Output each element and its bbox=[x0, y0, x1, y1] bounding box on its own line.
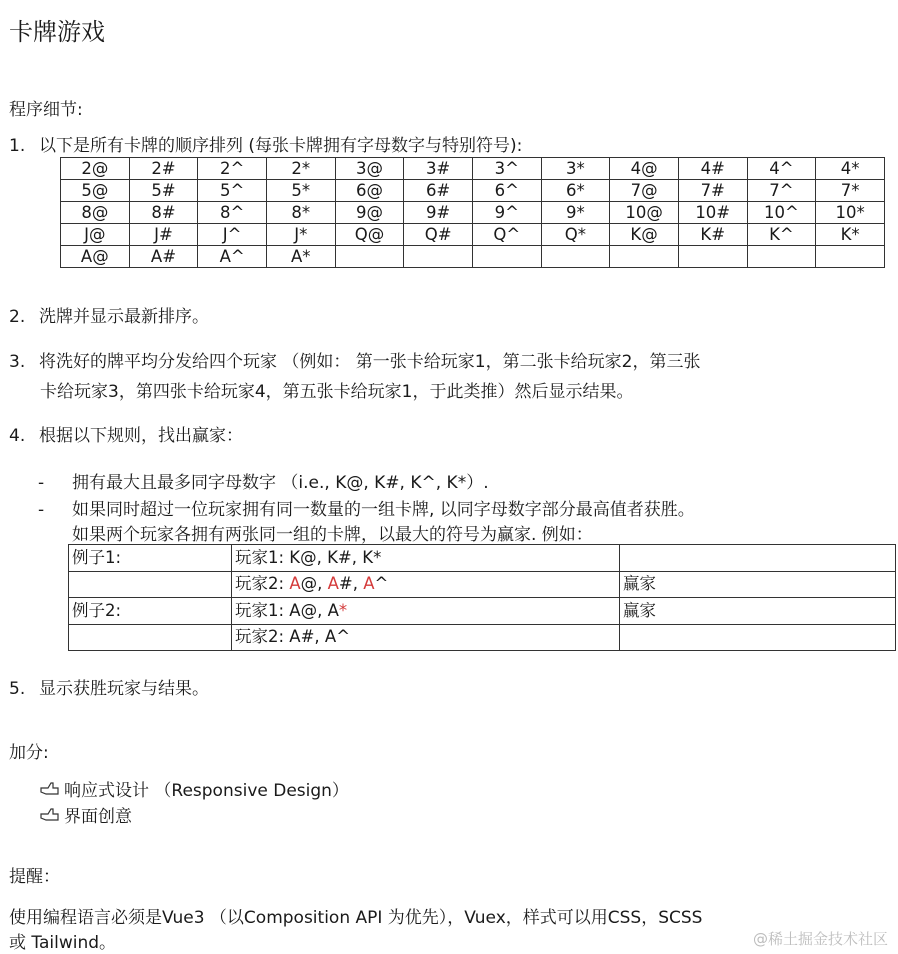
card-cell: 6@ bbox=[335, 180, 404, 202]
example-row bbox=[69, 598, 896, 625]
card-cell: J^ bbox=[198, 224, 267, 246]
example-1-label: 例子1: bbox=[69, 545, 232, 572]
example-2-label: 例子2: bbox=[69, 598, 232, 625]
card-cell: 2@ bbox=[61, 158, 130, 180]
rule-2 bbox=[38, 495, 695, 520]
card-cell: 8^ bbox=[198, 202, 267, 224]
card-cell: K@ bbox=[610, 224, 679, 246]
example-row bbox=[69, 545, 896, 572]
example-1-player-2 bbox=[232, 571, 620, 598]
bonus-item-1 bbox=[40, 776, 349, 801]
card-cell: 8* bbox=[266, 202, 335, 224]
card-cell: 10^ bbox=[747, 202, 816, 224]
step-3 bbox=[9, 350, 700, 374]
step-5 bbox=[9, 677, 209, 701]
card-cell bbox=[678, 246, 747, 268]
card-suffix: ^ bbox=[374, 574, 389, 594]
step-4-number: 4. bbox=[9, 426, 26, 446]
card-cell: 6* bbox=[541, 180, 610, 202]
card-cell: 3* bbox=[541, 158, 610, 180]
card-cell bbox=[335, 246, 404, 268]
step-1-number: 1. bbox=[9, 136, 26, 156]
card-cell: 9# bbox=[404, 202, 473, 224]
card-cell bbox=[816, 246, 885, 268]
example-2-player-1 bbox=[232, 598, 620, 625]
step-5-number: 5. bbox=[9, 679, 26, 699]
card-cell: 6^ bbox=[472, 180, 541, 202]
highlighted-card-letter: A bbox=[363, 574, 375, 594]
rule-2-text: 如果同时超过一位玩家拥有同一数量的一组卡牌, 以同字母数字部分最高值者获胜。 bbox=[72, 500, 695, 520]
example-2-empty-cell bbox=[69, 624, 232, 651]
card-cell: 6# bbox=[404, 180, 473, 202]
card-cell: K* bbox=[816, 224, 885, 246]
card-cell: 7* bbox=[816, 180, 885, 202]
card-cell: 2^ bbox=[198, 158, 267, 180]
card-cell: J@ bbox=[61, 224, 130, 246]
card-cell: 3^ bbox=[472, 158, 541, 180]
card-cell: 9@ bbox=[335, 202, 404, 224]
card-cell: 4@ bbox=[610, 158, 679, 180]
card-cell: 5* bbox=[266, 180, 335, 202]
card-cell bbox=[404, 246, 473, 268]
reminder-line-1: 使用编程语言必须是Vue3 （以Composition API 为优先），Vuex，样式可以用CSS，SCSS bbox=[9, 908, 703, 928]
card-cell: 10* bbox=[816, 202, 885, 224]
card-row bbox=[61, 202, 885, 224]
step-5-text: 显示获胜玩家与结果。 bbox=[39, 679, 209, 699]
card-cell: 4# bbox=[678, 158, 747, 180]
card-cell: 4^ bbox=[747, 158, 816, 180]
bonus-item-1-text: 响应式设计 （Responsive Design） bbox=[64, 781, 349, 801]
card-cell: K^ bbox=[747, 224, 816, 246]
rule-1-text: 拥有最大且最多同字母数字 （i.e., K@, K#, K^, K*）. bbox=[72, 473, 489, 493]
highlighted-symbol: * bbox=[338, 600, 348, 620]
example-2-winner: 赢家 bbox=[620, 598, 896, 625]
rule-3-text: 如果两个玩家各拥有两张同一组的卡牌，以最大的符号为赢家. 例如： bbox=[72, 525, 593, 545]
card-cell: J* bbox=[266, 224, 335, 246]
card-row bbox=[61, 158, 885, 180]
card-order-table bbox=[60, 157, 885, 268]
step-3-line-1: 将洗好的牌平均分发给四个玩家 （例如： 第一张卡给玩家1，第二张卡给玩家2，第三张 bbox=[39, 352, 701, 372]
card-cell: 7@ bbox=[610, 180, 679, 202]
card-cell: Q^ bbox=[472, 224, 541, 246]
player-1-prefix: 玩家1: A@, A bbox=[235, 600, 339, 620]
card-cell bbox=[747, 246, 816, 268]
card-cell: 5^ bbox=[198, 180, 267, 202]
example-row bbox=[69, 624, 896, 651]
example-1-empty-cell bbox=[69, 571, 232, 598]
card-cell: 7# bbox=[678, 180, 747, 202]
card-cell: 3@ bbox=[335, 158, 404, 180]
step-1-text: 以下是所有卡牌的顺序排列 (每张卡牌拥有字母数字与特别符号): bbox=[39, 136, 523, 156]
card-cell: K# bbox=[678, 224, 747, 246]
card-cell: A^ bbox=[198, 246, 267, 268]
highlighted-card-letter: A bbox=[327, 574, 339, 594]
reminder-line-2: 或 Tailwind。 bbox=[9, 933, 117, 953]
player-2-prefix: 玩家2: bbox=[235, 574, 290, 594]
card-cell: 2* bbox=[266, 158, 335, 180]
card-cell: J# bbox=[129, 224, 198, 246]
watermark: @稀土掘金技术社区 bbox=[752, 930, 888, 948]
step-1 bbox=[9, 134, 522, 158]
example-1-empty-cell bbox=[620, 545, 896, 572]
card-cell: 2# bbox=[129, 158, 198, 180]
card-cell: 10@ bbox=[610, 202, 679, 224]
program-details-heading: 程序细节: bbox=[9, 100, 83, 120]
card-suffix: @, bbox=[300, 574, 328, 594]
example-2-empty-cell bbox=[620, 624, 896, 651]
card-cell: 10# bbox=[678, 202, 747, 224]
pointing-hand-icon bbox=[40, 806, 64, 826]
example-2-player-2: 玩家2: A#, A^ bbox=[232, 624, 620, 651]
pointing-hand-icon bbox=[40, 780, 64, 800]
card-cell: 4* bbox=[816, 158, 885, 180]
step-2-number: 2. bbox=[9, 307, 26, 327]
card-cell: A# bbox=[129, 246, 198, 268]
card-cell: Q@ bbox=[335, 224, 404, 246]
example-1-winner: 赢家 bbox=[620, 571, 896, 598]
card-cell: A@ bbox=[61, 246, 130, 268]
card-cell: 5# bbox=[129, 180, 198, 202]
step-2-text: 洗牌并显示最新排序。 bbox=[39, 307, 209, 327]
card-cell: Q# bbox=[404, 224, 473, 246]
bonus-item-2-text: 界面创意 bbox=[64, 807, 132, 827]
examples-table bbox=[68, 544, 896, 651]
example-row bbox=[69, 571, 896, 598]
card-cell: A* bbox=[266, 246, 335, 268]
card-cell bbox=[472, 246, 541, 268]
card-cell: 9* bbox=[541, 202, 610, 224]
step-4-text: 根据以下规则，找出赢家： bbox=[39, 426, 243, 446]
rule-1-dash: - bbox=[38, 473, 45, 493]
step-3-line-2: 卡给玩家3，第四张卡给玩家4，第五张卡给玩家1，于此类推）然后显示结果。 bbox=[40, 382, 634, 402]
card-cell: 3# bbox=[404, 158, 473, 180]
card-row bbox=[61, 224, 885, 246]
bonus-item-2 bbox=[40, 802, 132, 827]
card-row bbox=[61, 246, 885, 268]
step-4 bbox=[9, 424, 243, 448]
card-suffix: #, bbox=[338, 574, 364, 594]
rule-2-dash: - bbox=[38, 500, 45, 520]
card-cell: 8@ bbox=[61, 202, 130, 224]
rule-1 bbox=[38, 468, 489, 493]
page-title: 卡牌游戏 bbox=[9, 18, 105, 46]
highlighted-card-letter: A bbox=[289, 574, 301, 594]
card-cell: 8# bbox=[129, 202, 198, 224]
step-3-number: 3. bbox=[9, 352, 26, 372]
step-2 bbox=[9, 305, 209, 329]
card-cell: 5@ bbox=[61, 180, 130, 202]
card-row bbox=[61, 180, 885, 202]
example-1-player-1: 玩家1: K@, K#, K* bbox=[232, 545, 620, 572]
card-cell bbox=[541, 246, 610, 268]
card-cell: 7^ bbox=[747, 180, 816, 202]
card-cell: Q* bbox=[541, 224, 610, 246]
card-cell bbox=[610, 246, 679, 268]
reminder-heading: 提醒： bbox=[9, 867, 60, 887]
bonus-heading: 加分: bbox=[9, 743, 49, 763]
card-cell: 9^ bbox=[472, 202, 541, 224]
